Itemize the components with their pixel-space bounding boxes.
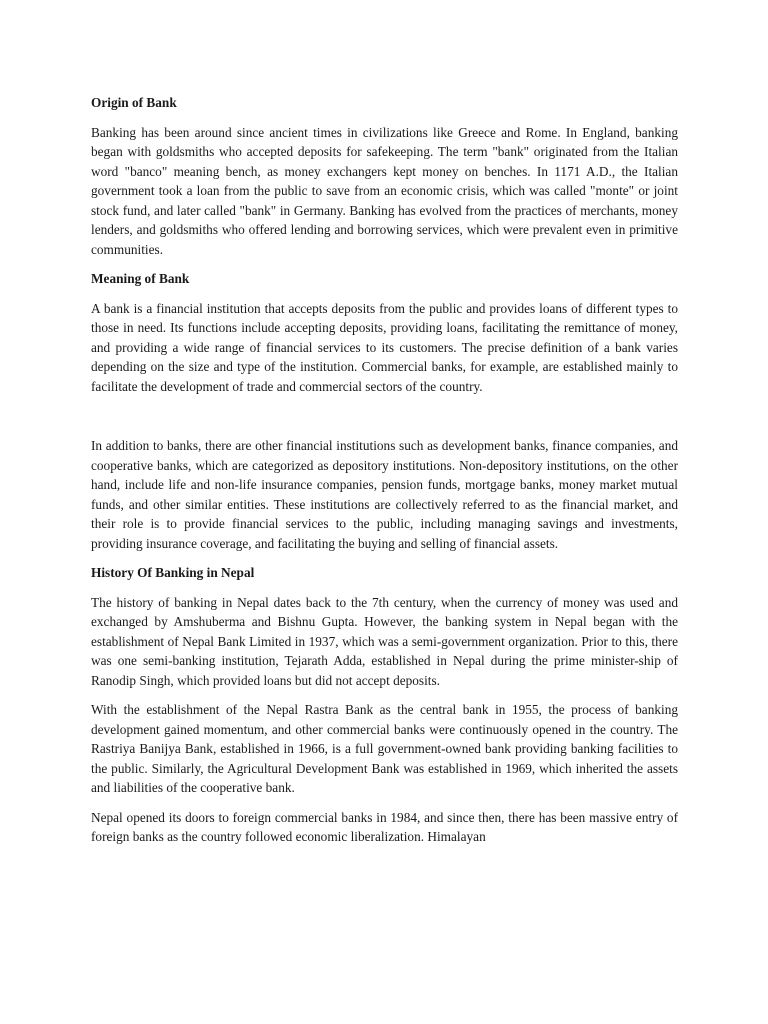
paragraph-history-2: With the establishment of the Nepal Rastra Bank as the central bank in 1955, the process of banking development gained momentum, and other commercial banks were continuously opened in the country. The Rastriya Banijya Bank, established in 1966, is a full government-owned bank providing banking facilities to the public. Similarly, the Agricultural Development Bank was established in 1969, which inherited the assets and liabilities of the cooperative bank.: [91, 702, 678, 795]
heading-meaning-of-bank: Meaning of Bank: [91, 271, 190, 286]
document-body: [91, 93, 678, 857]
heading-origin-of-bank: Origin of Bank: [91, 95, 177, 110]
paragraph-meaning-2: In addition to banks, there are other financial institutions such as development banks, finance companies, and cooperative banks, which are categorized as depository institutions. Non-depository institutions, on the other hand, include life and non-life insurance companies, pension funds, mortgage banks, money market mutual funds, and other similar entities. These institutions are collectively referred to as the financial market, and their role is to provide financial services to the public, including managing savings and investments, providing insurance coverage, and facilitating the buying and selling of financial assets.: [91, 438, 678, 551]
paragraph-origin: Banking has been around since ancient times in civilizations like Greece and Rome. In England, banking began with goldsmiths who accepted deposits for safekeeping. The term "bank" originated from the Italian word "banco" meaning bench, as money exchangers kept money on benches. In 1171 A.D., the Italian government took a loan from the public to save from an economic crisis, which was called "monte" or joint stock fund, and later called "bank" in Germany. Banking has evolved from the practices of merchants, money lenders, and goldsmiths who offered lending and borrowing services, which were prevalent even in primitive communities.: [91, 124, 678, 257]
paragraph-history-1: The history of banking in Nepal dates back to the 7th century, when the currency of money was used and exchanged by Amshuberma and Bishnu Gupta. However, the banking system in Nepal began with the establishment of Nepal Bank Limited in 1937, which was a semi-government organization. Prior to this, there was one semi-banking institution, Tejarath Adda, established in Nepal during the prime minister-ship of Ranodip Singh, which provided loans but did not accept deposits.: [91, 594, 678, 688]
heading-history-of-banking-nepal: History Of Banking in Nepal: [91, 565, 255, 580]
paragraph-meaning-1: A bank is a financial institution that accepts deposits from the public and provides loans of different types to those in need. Its functions include accepting deposits, providing loans, facilitating the remittance of money, and providing a wide range of financial services to its customers. The precise definition of a bank varies depending on the size and type of the institution. Commercial banks, for example, are established mainly to facilitate the development of trade and commercial sectors of the country.: [91, 300, 678, 394]
paragraph-history-3: Nepal opened its doors to foreign commercial banks in 1984, and since then, there has been massive entry of foreign banks as the country followed economic liberalization. Himalayan: [91, 809, 678, 844]
blank-spacer: [91, 406, 678, 436]
